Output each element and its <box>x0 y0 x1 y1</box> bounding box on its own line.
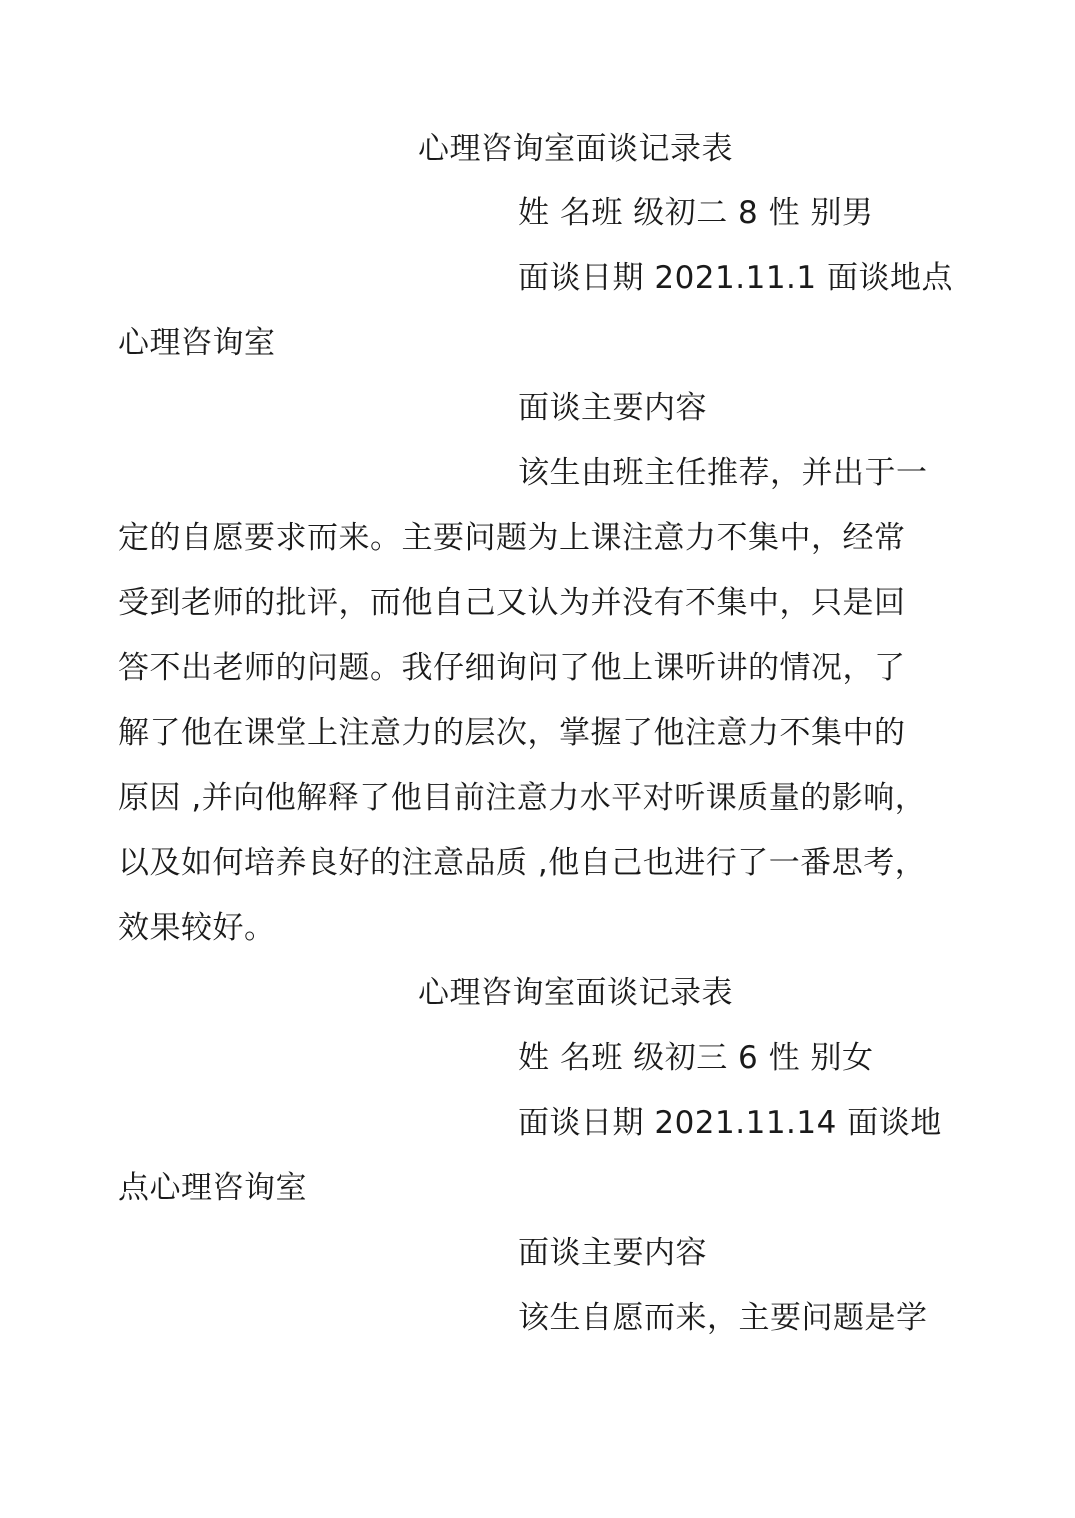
record-1-title: 心理咨询室面谈记录表 <box>418 131 733 167</box>
record-1-body-line: 以及如何培养良好的注意品质 ,他自己也进行了一番思考， <box>118 845 927 881</box>
record-1-body-line: 答不出老师的问题。我仔细询问了他上课听讲的情况，了 <box>118 650 906 686</box>
record-2-date-line-2: 点心理咨询室 <box>118 1170 307 1206</box>
record-1-body-line: 解了他在课堂上注意力的层次，掌握了他注意力不集中的 <box>118 715 906 751</box>
record-1-body-line: 效果较好。 <box>118 910 276 946</box>
record-2-body-line: 该生自愿而来，主要问题是学 <box>518 1300 928 1336</box>
record-1-date-line-1: 面谈日期 2021.11.1 面谈地点 <box>518 260 953 296</box>
record-1-date-line-2: 心理咨询室 <box>118 325 276 361</box>
record-1-body-line: 原因 ,并向他解释了他目前注意力水平对听课质量的影响， <box>118 780 927 816</box>
record-1-info-line: 姓 名班 级初二 8 性 别男 <box>518 195 874 231</box>
record-2-date-line-1: 面谈日期 2021.11.14 面谈地 <box>518 1105 942 1141</box>
record-2-info-line: 姓 名班 级初三 6 性 别女 <box>518 1040 874 1076</box>
record-2-section-heading: 面谈主要内容 <box>518 1235 707 1271</box>
record-1-body-line: 该生由班主任推荐，并出于一 <box>518 455 928 491</box>
record-1-body-line: 受到老师的批评，而他自己又认为并没有不集中，只是回 <box>118 585 906 621</box>
record-1-section-heading: 面谈主要内容 <box>518 390 707 426</box>
record-2-title: 心理咨询室面谈记录表 <box>418 975 733 1011</box>
record-1-body-line: 定的自愿要求而来。主要问题为上课注意力不集中，经常 <box>118 520 906 556</box>
